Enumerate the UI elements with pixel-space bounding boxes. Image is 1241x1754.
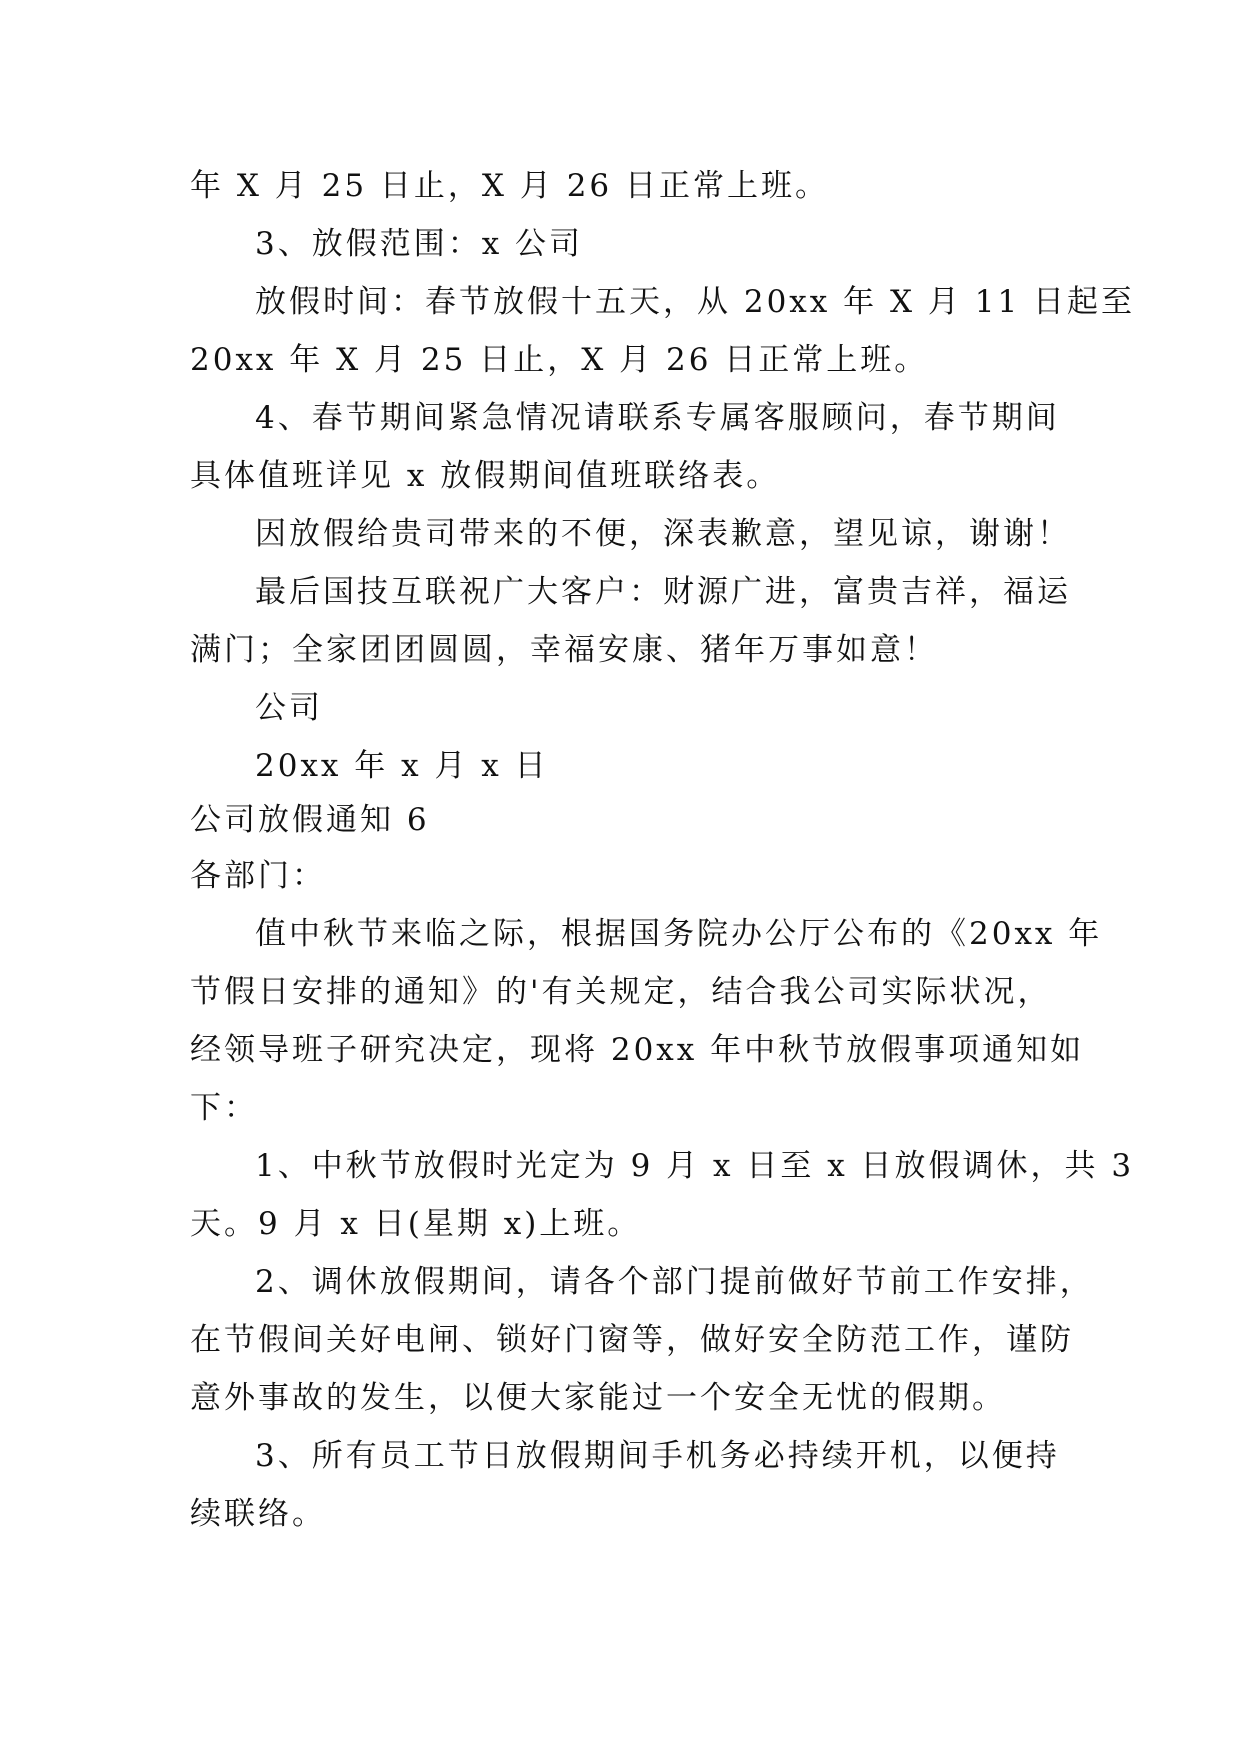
- text-line: 年 X 月 25 日止，X 月 26 日正常上班。: [190, 168, 830, 204]
- text-line: 3、放假范围：x 公司: [255, 226, 584, 262]
- text-line: 最后国技互联祝广大客户：财源广进，富贵吉祥，福运: [255, 574, 1071, 610]
- text-line: 4、春节期间紧急情况请联系专属客服顾问，春节期间: [255, 400, 1060, 436]
- section-title: 公司放假通知 6: [190, 802, 430, 838]
- text-line: 节假日安排的通知》的'有关规定，结合我公司实际状况，: [190, 974, 1052, 1010]
- salutation: 各部门：: [190, 858, 326, 894]
- text-line: 20xx 年 X 月 25 日止，X 月 26 日正常上班。: [190, 342, 929, 378]
- signature-date: 20xx 年 x 月 x 日: [255, 748, 549, 784]
- text-line: 在节假间关好电闸、锁好门窗等，做好安全防范工作，谨防: [190, 1322, 1074, 1358]
- text-line: 2、调休放假期间，请各个部门提前做好节前工作安排，: [255, 1264, 1094, 1300]
- text-line: 值中秋节来临之际，根据国务院办公厅公布的《20xx 年: [255, 916, 1103, 952]
- text-line: 3、所有员工节日放假期间手机务必持续开机，以便持: [255, 1438, 1060, 1474]
- text-line: 经领导班子研究决定，现将 20xx 年中秋节放假事项通知如: [190, 1032, 1085, 1068]
- text-line: 下：: [190, 1090, 258, 1126]
- text-line: 意外事故的发生，以便大家能过一个安全无忧的假期。: [190, 1380, 1006, 1416]
- text-line: 具体值班详见 x 放假期间值班联络表。: [190, 458, 781, 494]
- signature-company: 公司: [255, 690, 323, 726]
- text-line: 放假时间：春节放假十五天，从 20xx 年 X 月 11 日起至: [255, 284, 1136, 320]
- text-line: 天。9 月 x 日(星期 x)上班。: [190, 1206, 642, 1242]
- text-line: 1、中秋节放假时光定为 9 月 x 日至 x 日放假调休，共 3: [255, 1148, 1135, 1184]
- text-line: 因放假给贵司带来的不便，深表歉意，望见谅，谢谢！: [255, 516, 1071, 552]
- text-line: 续联络。: [190, 1496, 326, 1532]
- text-line: 满门；全家团团圆圆，幸福安康、猪年万事如意！: [190, 632, 938, 668]
